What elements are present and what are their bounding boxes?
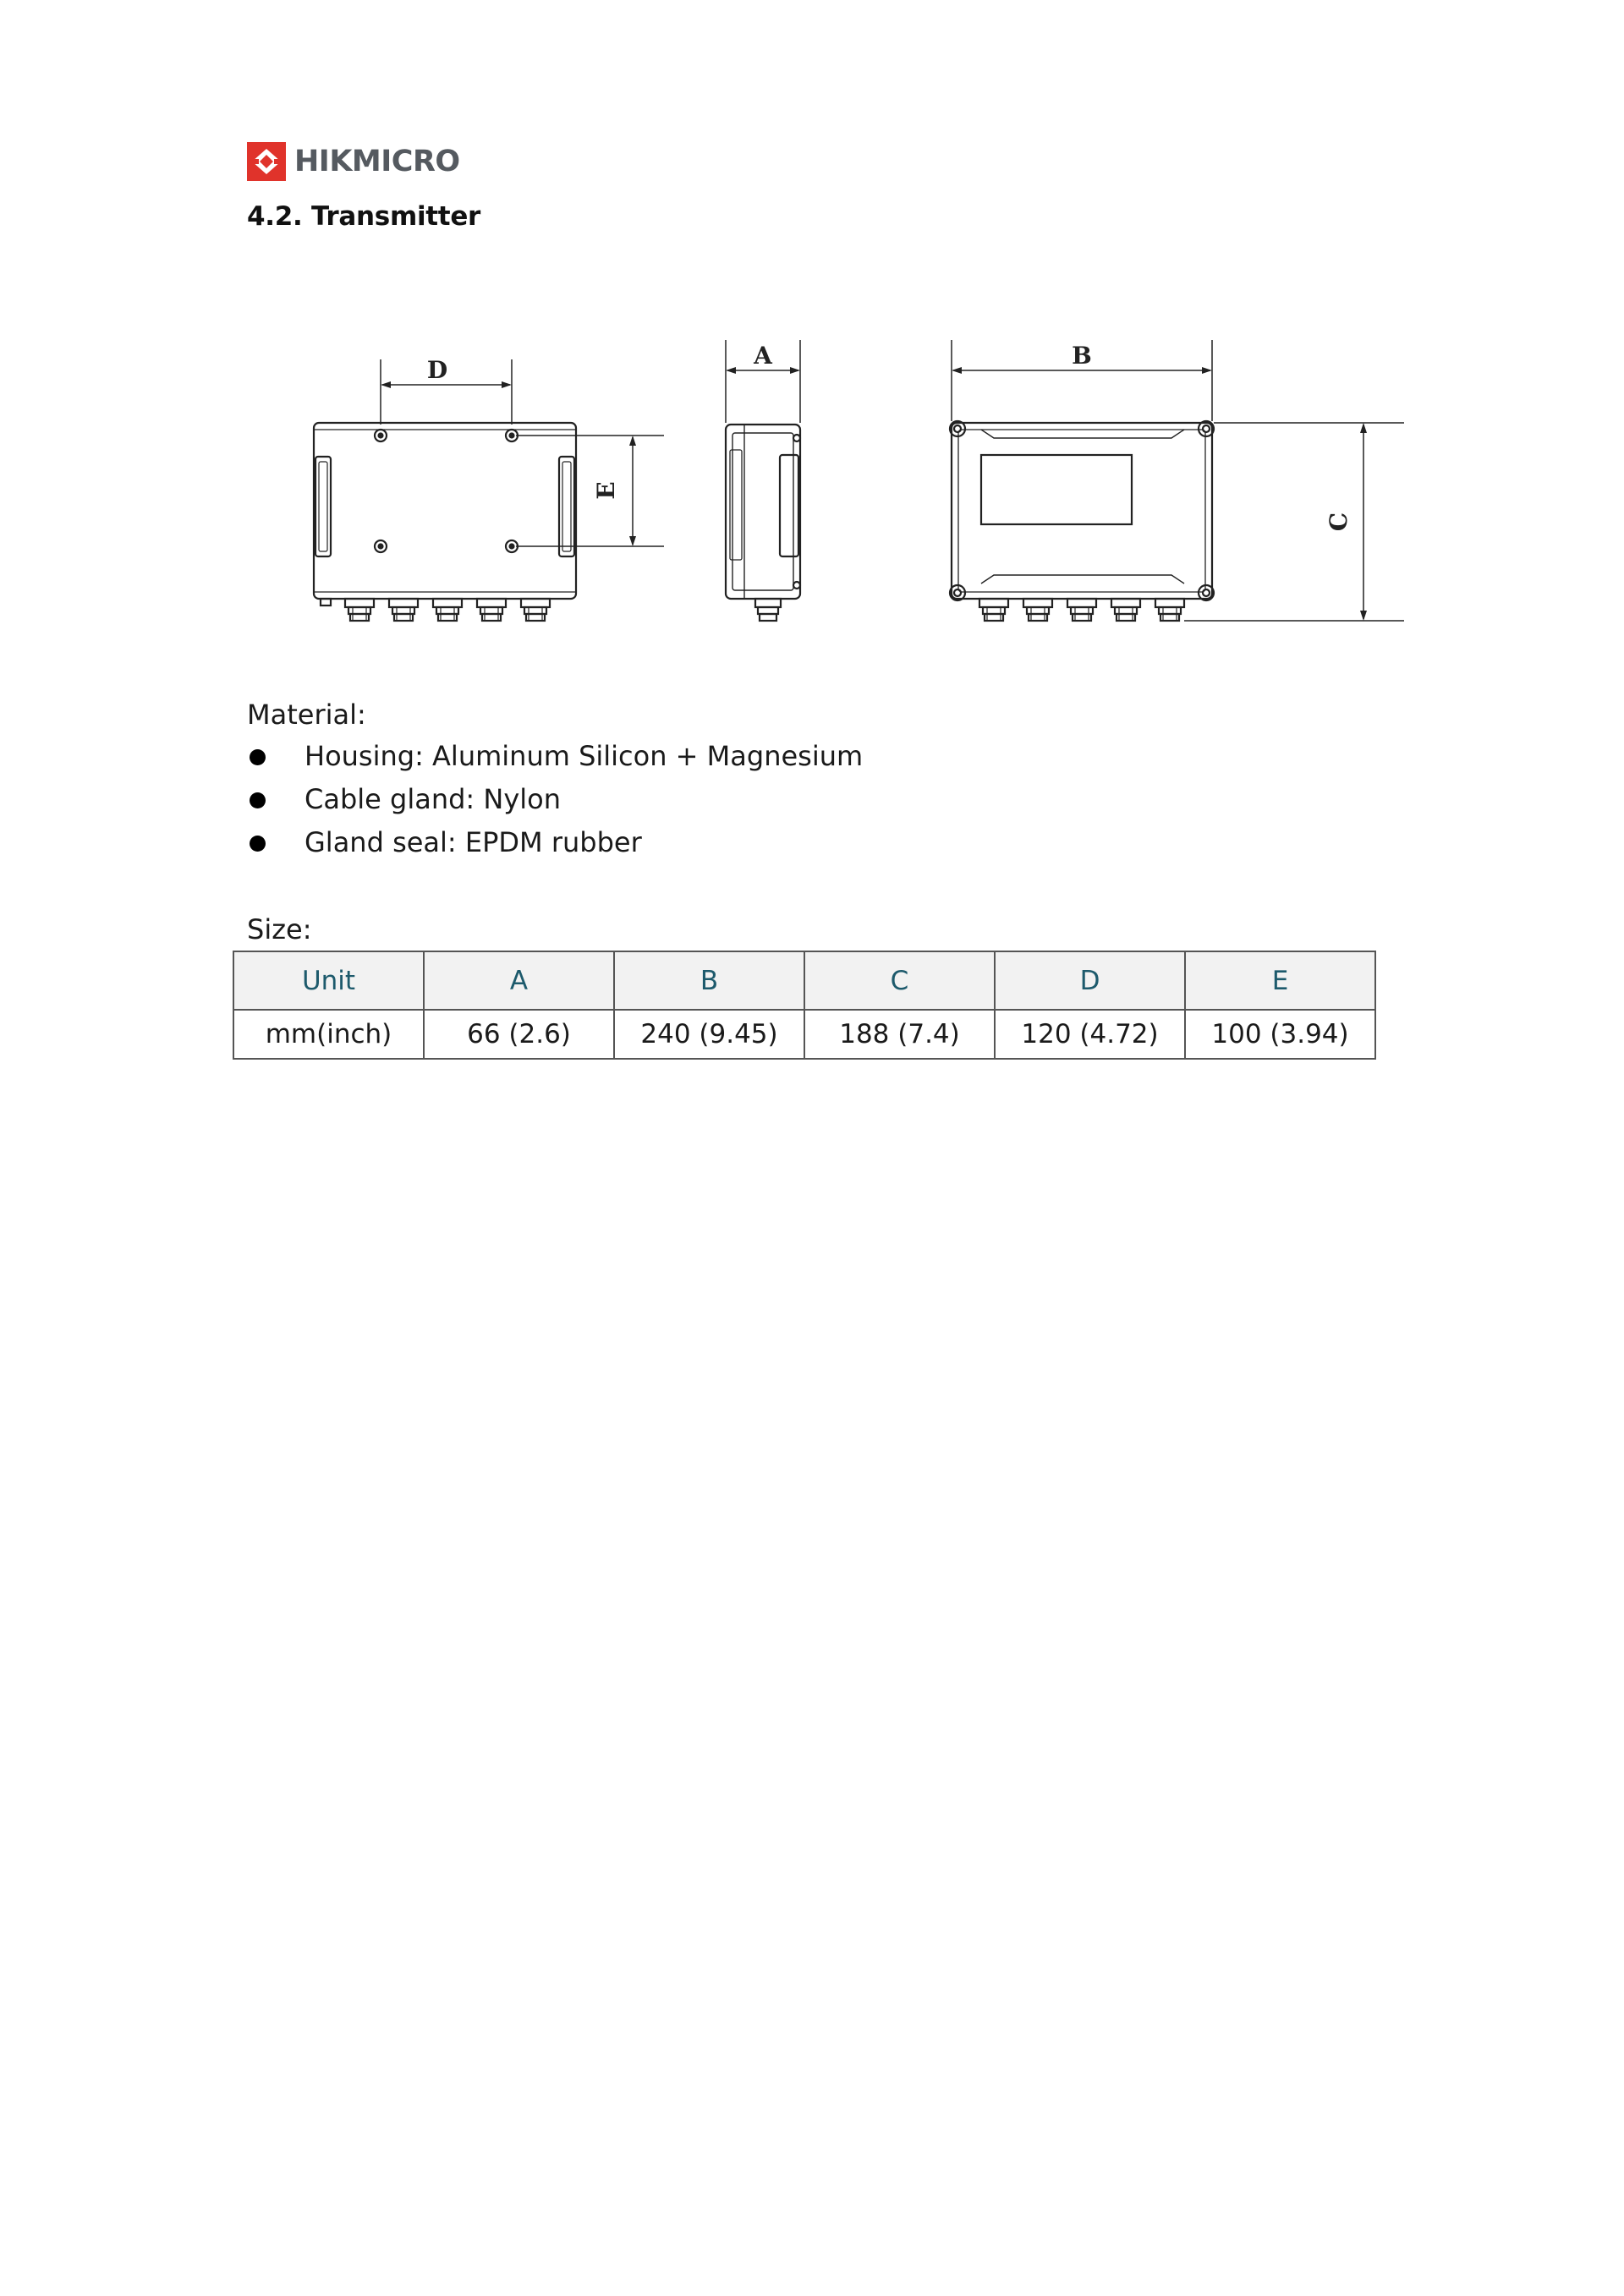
- side-view: [726, 340, 800, 621]
- transmitter-dimension-drawing: [304, 330, 1413, 651]
- list-item: [247, 739, 863, 782]
- back-view-cable-glands: [321, 599, 550, 621]
- table-header-cell: E: [1185, 951, 1375, 1010]
- table-row: [233, 1010, 1375, 1059]
- material-item-text: Housing: Aluminum Silicon + Magnesium: [304, 740, 864, 772]
- material-label: Material:: [247, 699, 366, 731]
- dimension-label-b: B: [1072, 342, 1092, 370]
- brand-logo: [247, 142, 460, 181]
- table-cell: 120 (4.72): [995, 1010, 1185, 1059]
- hikmicro-logo-icon: [247, 142, 286, 181]
- dimension-label-a: A: [754, 342, 772, 370]
- dimension-label-d: D: [426, 356, 448, 384]
- front-view-cable-glands: [979, 599, 1184, 621]
- material-list: [247, 739, 863, 869]
- bullet-icon: [250, 749, 266, 765]
- table-cell: mm(inch): [233, 1010, 424, 1059]
- material-item-text: Gland seal: EPDM rubber: [304, 826, 642, 858]
- table-header-cell: C: [804, 951, 995, 1010]
- list-item: [247, 825, 863, 869]
- material-item-text: Cable gland: Nylon: [304, 783, 561, 815]
- table-header-cell: B: [614, 951, 804, 1010]
- size-table: [233, 951, 1376, 1060]
- brand-name: HIKMICRO: [294, 145, 460, 178]
- table-cell: 66 (2.6): [424, 1010, 614, 1059]
- bullet-icon: [250, 792, 266, 808]
- table-header-row: [233, 951, 1375, 1010]
- table-cell: 188 (7.4): [804, 1010, 995, 1059]
- table-cell: 240 (9.45): [614, 1010, 804, 1059]
- dimension-label-e: E: [592, 481, 620, 500]
- section-title: 4.2. Transmitter: [247, 201, 481, 232]
- front-view: [950, 340, 1404, 621]
- dimension-label-c: C: [1325, 512, 1352, 532]
- table-header-cell: Unit: [233, 951, 424, 1010]
- table-header-cell: D: [995, 951, 1185, 1010]
- size-label: Size:: [247, 913, 312, 945]
- bullet-icon: [250, 836, 266, 852]
- table-cell: 100 (3.94): [1185, 1010, 1375, 1059]
- list-item: [247, 782, 863, 825]
- table-header-cell: A: [424, 951, 614, 1010]
